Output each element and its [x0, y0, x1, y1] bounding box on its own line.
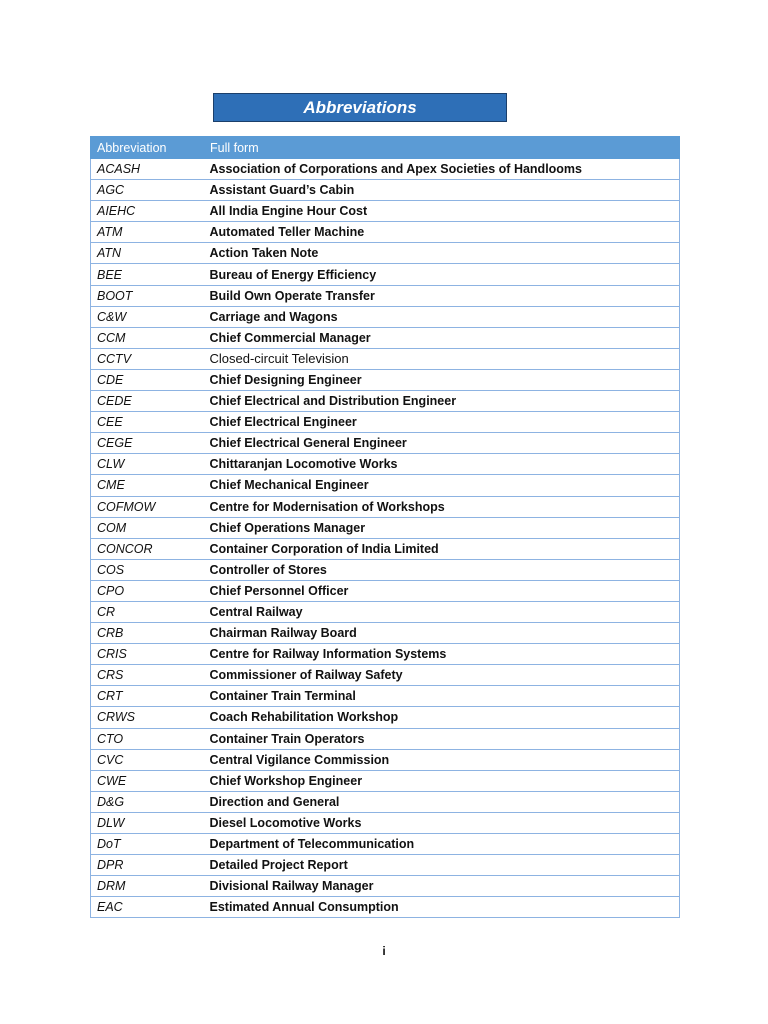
- table-row: [91, 834, 680, 855]
- abbreviation-cell: BEE: [91, 264, 204, 285]
- abbreviation-cell: DoT: [91, 834, 204, 855]
- table-row: [91, 791, 680, 812]
- full-form-cell: Department of Telecommunication: [204, 834, 680, 855]
- abbreviation-cell: CCTV: [91, 348, 204, 369]
- table-row: [91, 201, 680, 222]
- abbreviation-cell: CRS: [91, 665, 204, 686]
- full-form-cell: Central Vigilance Commission: [204, 749, 680, 770]
- full-form-cell: Controller of Stores: [204, 559, 680, 580]
- table-row: [91, 391, 680, 412]
- full-form-cell: Chittaranjan Locomotive Works: [204, 454, 680, 475]
- full-form-cell: Chief Operations Manager: [204, 517, 680, 538]
- table-row: [91, 433, 680, 454]
- full-form-cell: Chief Personnel Officer: [204, 580, 680, 601]
- full-form-cell: Chief Designing Engineer: [204, 369, 680, 390]
- full-form-cell: Automated Teller Machine: [204, 222, 680, 243]
- full-form-cell: Estimated Annual Consumption: [204, 897, 680, 918]
- full-form-cell: Assistant Guard’s Cabin: [204, 180, 680, 201]
- table-row: [91, 770, 680, 791]
- table-row: [91, 264, 680, 285]
- table-row: [91, 243, 680, 264]
- abbreviation-cell: COM: [91, 517, 204, 538]
- abbreviation-cell: CME: [91, 475, 204, 496]
- abbreviation-cell: CR: [91, 601, 204, 622]
- abbreviation-cell: COFMOW: [91, 496, 204, 517]
- column-header-full-form: Full form: [204, 137, 680, 159]
- full-form-cell: Commissioner of Railway Safety: [204, 665, 680, 686]
- full-form-cell: Chief Electrical and Distribution Engineer: [204, 391, 680, 412]
- full-form-cell: Bureau of Energy Efficiency: [204, 264, 680, 285]
- table-row: [91, 348, 680, 369]
- abbreviation-cell: CEDE: [91, 391, 204, 412]
- abbreviation-cell: CEE: [91, 412, 204, 433]
- table-row: [91, 327, 680, 348]
- full-form-cell: Centre for Railway Information Systems: [204, 644, 680, 665]
- table-row: [91, 222, 680, 243]
- full-form-cell: Chief Electrical Engineer: [204, 412, 680, 433]
- table-row: [91, 749, 680, 770]
- column-header-abbreviation: Abbreviation: [91, 137, 204, 159]
- table-row: [91, 285, 680, 306]
- abbreviation-cell: CVC: [91, 749, 204, 770]
- abbreviation-cell: CEGE: [91, 433, 204, 454]
- table-row: [91, 517, 680, 538]
- abbreviation-cell: CWE: [91, 770, 204, 791]
- abbreviation-cell: ATM: [91, 222, 204, 243]
- full-form-cell: Carriage and Wagons: [204, 306, 680, 327]
- abbreviation-cell: C&W: [91, 306, 204, 327]
- table-row: [91, 580, 680, 601]
- table-row: [91, 601, 680, 622]
- abbreviation-cell: DLW: [91, 812, 204, 833]
- full-form-cell: Chief Electrical General Engineer: [204, 433, 680, 454]
- full-form-cell: Centre for Modernisation of Workshops: [204, 496, 680, 517]
- table-row: [91, 644, 680, 665]
- full-form-cell: Divisional Railway Manager: [204, 876, 680, 897]
- abbreviation-cell: BOOT: [91, 285, 204, 306]
- full-form-cell: Coach Rehabilitation Workshop: [204, 707, 680, 728]
- abbreviation-cell: CTO: [91, 728, 204, 749]
- table-row: [91, 496, 680, 517]
- full-form-cell: Direction and General: [204, 791, 680, 812]
- table-row: [91, 559, 680, 580]
- full-form-cell: Closed-circuit Television: [204, 348, 680, 369]
- page-title: Abbreviations: [303, 97, 417, 117]
- table-row: [91, 538, 680, 559]
- table-row: [91, 686, 680, 707]
- table-row: [91, 665, 680, 686]
- table-row: [91, 159, 680, 180]
- full-form-cell: Chief Mechanical Engineer: [204, 475, 680, 496]
- abbreviation-cell: CPO: [91, 580, 204, 601]
- full-form-cell: Association of Corporations and Apex Societies of Handlooms: [204, 159, 680, 180]
- table-row: [91, 855, 680, 876]
- table-row: [91, 369, 680, 390]
- full-form-cell: Action Taken Note: [204, 243, 680, 264]
- abbreviation-cell: DRM: [91, 876, 204, 897]
- abbreviation-cell: EAC: [91, 897, 204, 918]
- full-form-cell: Diesel Locomotive Works: [204, 812, 680, 833]
- full-form-cell: Chairman Railway Board: [204, 623, 680, 644]
- page-title-box: [213, 93, 507, 122]
- abbreviation-cell: COS: [91, 559, 204, 580]
- table-row: [91, 475, 680, 496]
- abbreviation-cell: CDE: [91, 369, 204, 390]
- abbreviations-table: [90, 136, 680, 918]
- table-row: [91, 623, 680, 644]
- abbreviation-cell: CRIS: [91, 644, 204, 665]
- abbreviation-cell: ACASH: [91, 159, 204, 180]
- abbreviation-cell: AGC: [91, 180, 204, 201]
- page-number: i: [382, 944, 386, 958]
- full-form-cell: Container Corporation of India Limited: [204, 538, 680, 559]
- table-row: [91, 876, 680, 897]
- full-form-cell: Detailed Project Report: [204, 855, 680, 876]
- abbreviation-cell: CRB: [91, 623, 204, 644]
- full-form-cell: Container Train Operators: [204, 728, 680, 749]
- abbreviation-cell: CRT: [91, 686, 204, 707]
- table-row: [91, 812, 680, 833]
- abbreviation-cell: CCM: [91, 327, 204, 348]
- table-row: [91, 180, 680, 201]
- full-form-cell: Build Own Operate Transfer: [204, 285, 680, 306]
- abbreviation-cell: DPR: [91, 855, 204, 876]
- full-form-cell: Central Railway: [204, 601, 680, 622]
- abbreviation-cell: CRWS: [91, 707, 204, 728]
- table-row: [91, 707, 680, 728]
- abbreviation-cell: ATN: [91, 243, 204, 264]
- abbreviation-cell: AIEHC: [91, 201, 204, 222]
- table-row: [91, 897, 680, 918]
- table-row: [91, 728, 680, 749]
- full-form-cell: Chief Commercial Manager: [204, 327, 680, 348]
- full-form-cell: All India Engine Hour Cost: [204, 201, 680, 222]
- abbreviation-cell: CLW: [91, 454, 204, 475]
- abbreviation-cell: D&G: [91, 791, 204, 812]
- full-form-cell: Chief Workshop Engineer: [204, 770, 680, 791]
- table-row: [91, 454, 680, 475]
- full-form-cell: Container Train Terminal: [204, 686, 680, 707]
- abbreviation-cell: CONCOR: [91, 538, 204, 559]
- table-header-row: [91, 137, 680, 159]
- table-row: [91, 412, 680, 433]
- table-row: [91, 306, 680, 327]
